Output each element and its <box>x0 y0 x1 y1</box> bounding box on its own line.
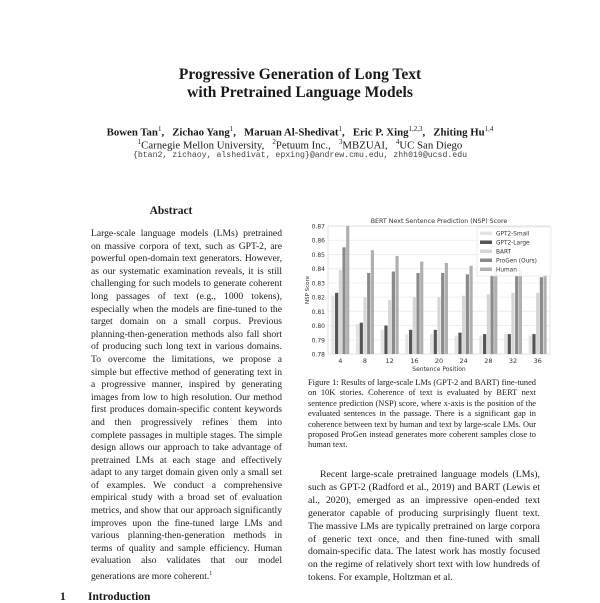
affiliation-name: MBZUAI, <box>342 139 388 152</box>
abstract-heading: Abstract <box>149 205 193 217</box>
bar-gpt2-large <box>483 334 486 354</box>
bar-human <box>469 266 472 354</box>
bar-gpt2-small <box>331 296 334 354</box>
bar-progen-ours- <box>515 276 518 354</box>
abstract-body <box>91 228 282 584</box>
bar-progen-ours- <box>540 277 543 354</box>
affiliation-marker: 3 <box>338 138 343 146</box>
chart-title: BERT Next Sentence Prediction (NSP) Score <box>370 218 508 225</box>
bar-gpt2-large <box>434 330 437 354</box>
x-tick-label: 36 <box>533 357 542 365</box>
footnote-marker: 1 <box>209 571 213 578</box>
y-tick-label: 0.78 <box>311 351 325 359</box>
author-affiliation-marker: 1 <box>229 125 234 133</box>
bar-gpt2-large <box>384 326 387 354</box>
bar-bart <box>437 297 440 354</box>
x-tick-label: 20 <box>434 357 444 365</box>
y-tick-label: 0.79 <box>311 337 325 345</box>
author-name: Bowen Tan <box>106 126 158 139</box>
legend-label: GPT2-Large <box>496 240 530 247</box>
author-name: Maruan Al-Shedivat <box>244 126 339 139</box>
x-tick-label: 4 <box>338 357 343 365</box>
affiliation-marker: 2 <box>272 138 276 146</box>
y-tick-label: 0.83 <box>311 280 325 288</box>
paper-title <box>0 66 600 102</box>
bar-gpt2-large <box>458 333 461 354</box>
bar-human <box>420 262 423 354</box>
y-tick-label: 0.87 <box>311 223 325 231</box>
legend-swatch <box>480 250 492 254</box>
bar-bart <box>536 293 539 354</box>
bar-human <box>371 250 374 354</box>
legend-label: Human <box>496 267 517 274</box>
bar-gpt2-large <box>532 334 535 354</box>
bar-bart <box>487 294 490 354</box>
affiliation-name: Carnegie Mellon University, <box>141 139 265 152</box>
y-tick-label: 0.82 <box>311 294 325 302</box>
x-tick-label: 8 <box>362 357 368 365</box>
introduction-paragraph: Recent large-scale pretrained language models (LMs), such as GPT-2 (Radford et al., 2019) and BART (Lewis et al., 2020), emerged as an impressive open-ended text generator capable of producing surprisingly fluent text. The massive LMs are typically pretrained on large corpora of generic text once, and then fine-tuned with small domain-specific data. The latest work has mostly focused on the regime of relatively short text with low hundreds of tokens. For example, Holtzman et al. <box>308 469 540 584</box>
bar-progen-ours- <box>392 272 395 354</box>
x-tick-label: 28 <box>484 357 493 365</box>
bar-bart <box>511 293 514 354</box>
legend-label: GPT2-Small <box>496 231 530 238</box>
bar-bart <box>413 297 416 354</box>
bar-human <box>543 274 546 354</box>
author-affiliation-marker: 1,2,3 <box>408 125 423 133</box>
title-line-1: Progressive Generation of Long Text <box>178 66 422 83</box>
x-tick-label: 24 <box>459 357 468 365</box>
bar-gpt2-small <box>455 336 458 354</box>
section-heading-introduction <box>60 591 150 603</box>
bar-human <box>395 256 398 354</box>
y-tick-label: 0.84 <box>311 266 325 274</box>
bar-gpt2-small <box>381 330 384 354</box>
bar-gpt2-small <box>405 334 408 354</box>
bar-progen-ours- <box>441 273 444 354</box>
chart-canvas <box>300 214 552 374</box>
abstract-text: Large-scale language models (LMs) pretrained on massive corpora of text, such as GPT-2, are powerful open-domain text generators. However, as our systematic examination reveals, it is still challenging for such models to generate coherent long passages of text (e.g., 1000 tokens), especially when the models are fine-tuned to the target domain on a small corpus. Previous planning-then-generation methods also fall short of producing such long text in various domains. To overcome the limitations, we propose a simple but effective method of generating text in a progressive manner, inspired by generating images from low to high resolution. Our method first produces domain-specific content keywords and then progressively refines them into complete passages in multiple stages. The simple design allows our approach to take advantage of pretrained LMs at each stage and effectively adapt to any target domain given only a small set of examples. We conduct a comprehensive empirical study with a broad set of evaluation metrics, and show that our approach significantly improves upon the fine-tuned large LMs and various planning-then-generation methods in terms of quality and sample efficiency. Human evaluation also validates that our model generations are more coherent. <box>91 228 282 583</box>
bar-gpt2-large <box>508 334 511 354</box>
bar-human <box>346 226 349 354</box>
bar-human <box>494 269 497 354</box>
x-tick-label: 12 <box>385 357 394 365</box>
section-title: Introduction <box>88 591 151 603</box>
legend-swatch <box>480 268 492 272</box>
author-affiliation-marker: 1,4 <box>484 125 494 133</box>
x-tick-label: 16 <box>410 357 419 365</box>
y-tick-label: 0.80 <box>311 323 325 331</box>
affiliation-name: Petuum Inc., <box>275 139 331 152</box>
bar-gpt2-large <box>360 323 363 354</box>
author-name: Zhiting Hu <box>433 126 485 139</box>
legend-label: ProGen (Ours) <box>496 258 537 265</box>
figure-caption: Figure 1: Results of large-scale LMs (GPT-2 and BART) fine-tuned on 10K stories. Coherence of text is evaluated by BERT next sentence prediction (NSP) score, where x-axis is the position of the evaluated sentences in the passage. There is a significant gap in coherence between text by human and text by large-scale LMs. Our proposed ProGen instead generates more coherent samples close to human text. <box>308 378 536 450</box>
legend-swatch <box>480 232 492 236</box>
bar-progen-ours- <box>342 247 345 354</box>
legend-label: BART <box>496 249 512 256</box>
bar-progen-ours- <box>367 273 370 354</box>
author-affiliation-marker: 1 <box>338 125 343 133</box>
legend-swatch <box>480 241 492 245</box>
y-tick-label: 0.85 <box>311 251 325 259</box>
affiliation-marker: 4 <box>395 138 400 146</box>
affiliation-marker: 1 <box>137 138 142 146</box>
bar-bart <box>462 296 465 354</box>
bar-gpt2-small <box>479 336 482 354</box>
y-tick-label: 0.81 <box>311 308 325 316</box>
author-name: Zichao Yang <box>172 126 230 139</box>
x-tick-label: 32 <box>508 357 518 365</box>
bar-gpt2-small <box>430 334 433 354</box>
author-affiliation-marker: 1 <box>157 125 162 133</box>
bar-gpt2-small <box>356 324 359 354</box>
bar-human <box>519 270 522 354</box>
bar-gpt2-small <box>504 334 507 354</box>
bar-gpt2-large <box>335 293 338 354</box>
bar-bart <box>363 297 366 354</box>
legend-swatch <box>480 259 492 263</box>
bar-human <box>445 263 448 354</box>
bar-gpt2-large <box>409 330 412 354</box>
x-axis-label: Sentence Position <box>412 366 466 373</box>
affiliation-name: UC San Diego <box>399 139 463 152</box>
author-list: Bowen Tan$^1$, Zichao Yang$^1$, Maruan Al-Shedivat$^1$, Eric P. Xing$^{1,2,3}$, Zhiting Hu$^{1,4}$ <box>106 125 494 139</box>
nsp-score-bar-chart <box>300 214 552 374</box>
bar-bart <box>339 270 342 354</box>
bar-gpt2-small <box>529 336 532 354</box>
section-number: 1 <box>60 591 66 603</box>
y-tick-label: 0.86 <box>311 237 325 245</box>
bar-bart <box>388 300 391 354</box>
y-axis-label: NSP Score <box>305 275 311 305</box>
bar-progen-ours- <box>416 273 419 354</box>
author-emails: {btan2, zichaoy, alshedivat, epxing}@andrew.cmu.edu, zhh019@ucsd.edu <box>132 151 468 160</box>
title-line-2: with Pretrained Language Models <box>187 84 413 101</box>
bar-progen-ours- <box>490 274 493 354</box>
bar-progen-ours- <box>466 274 469 354</box>
author-name: Eric P. Xing <box>352 126 409 139</box>
